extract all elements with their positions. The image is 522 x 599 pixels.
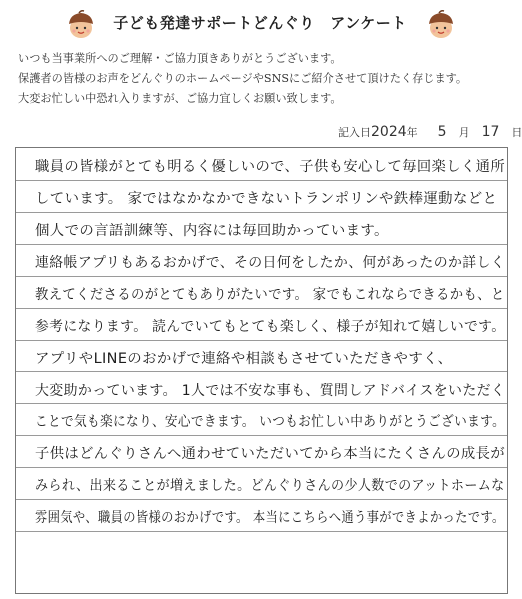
entry-date bbox=[338, 124, 522, 140]
response-line: 子供はどんぐりさんへ通わせていただいてから本当にたくさんの成長が bbox=[35, 446, 506, 463]
response-line: しています。 家ではなかなかできないトランポリンや鉄棒運動などと bbox=[35, 190, 498, 207]
response-line: ことで気も楽になり、安心できます。 いつもお忙しい中ありがとうございます。 bbox=[35, 414, 506, 431]
intro-line: いつも当事業所へのご理解・ご協力頂きありがとうございます。 bbox=[18, 52, 342, 65]
intro-text bbox=[18, 49, 508, 109]
response-line: 個人での言語訓練等、内容には毎回助かっています。 bbox=[35, 222, 389, 239]
response-line: 職員の皆様がとても明るく優しいので、子供も安心して毎回楽しく通所 bbox=[35, 159, 506, 175]
date-day-unit: 日 bbox=[511, 126, 522, 139]
ruled-line bbox=[16, 531, 507, 563]
date-day: 17 bbox=[481, 124, 500, 140]
date-year-unit: 年 bbox=[406, 126, 418, 139]
response-line: みられ、出来ることが増えました。どんぐりさんの少人数でのアットホームな bbox=[35, 478, 505, 495]
survey-title: 子ども発達サポートどんぐり アンケート bbox=[113, 14, 407, 32]
response-line: 連絡帳アプリもあるおかげで、その日何をしたか、何があったのか詳しく bbox=[35, 254, 506, 271]
date-month-unit: 月 bbox=[458, 126, 470, 139]
response-line: アプリやLINEのおかげで連絡や相談もさせていただきやすく、 bbox=[35, 350, 453, 367]
date-month: 5 bbox=[437, 124, 447, 140]
date-label: 記入日 bbox=[338, 126, 371, 139]
response-line: 参考になります。 読んでいてもとても楽しく、様子が知れて嬉しいです。 bbox=[35, 318, 506, 335]
acorn-mascot-icon bbox=[66, 10, 96, 40]
date-year: 2024 bbox=[371, 124, 407, 140]
response-line: 大変助かっています。 1人では不安な事も、質問しアドバイスをいただく bbox=[35, 382, 506, 399]
response-line: 教えてくださるのがとてもありがたいです。 家でもこれならできるかも、と bbox=[35, 286, 505, 303]
acorn-mascot-icon bbox=[426, 10, 456, 40]
response-line: 雰囲気や、職員の皆様のおかげです。 本当にこちらへ通う事ができよかったです。 bbox=[35, 510, 505, 527]
intro-line: 大変お忙しい中恐れ入りますが、ご協力宜しくお願い致します。 bbox=[18, 92, 342, 105]
intro-line: 保護者の皆様のお声をどんぐりのホームページやSNSにご紹介させて頂けたく存じます。 bbox=[18, 72, 468, 85]
survey-header bbox=[0, 0, 517, 42]
